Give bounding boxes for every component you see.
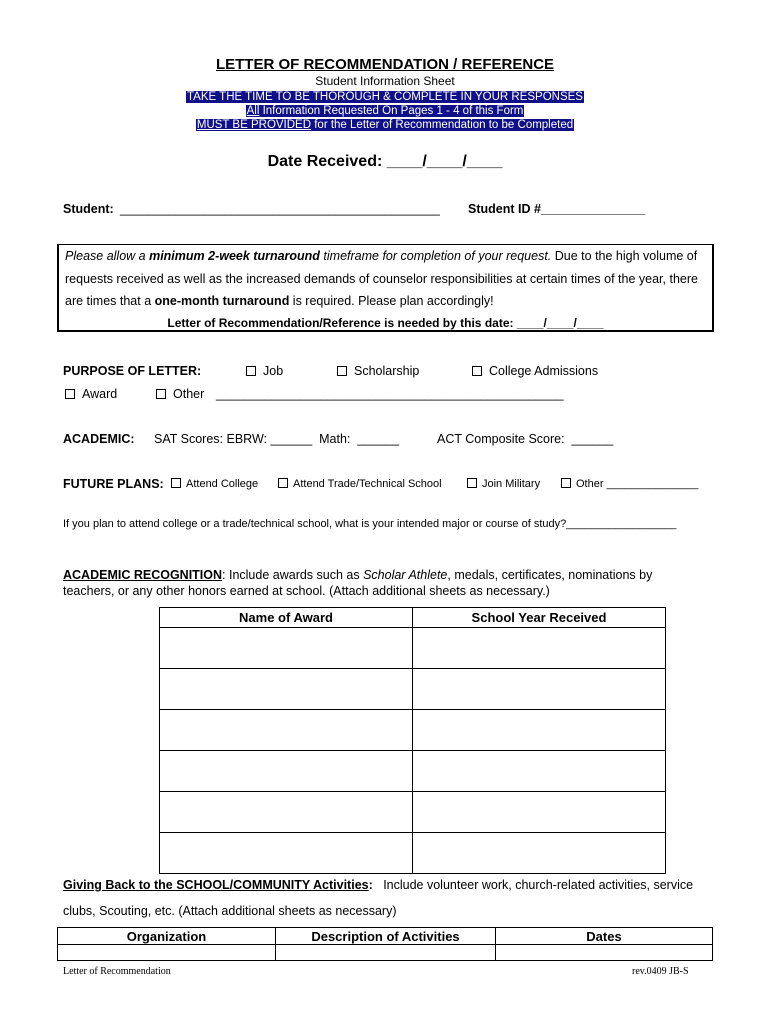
intended-major-field[interactable]: If you plan to attend college or a trade/technical school, what is your intended major or course of study?__________________ bbox=[63, 518, 677, 530]
dates-cell[interactable] bbox=[496, 945, 713, 961]
checkbox-icon bbox=[472, 366, 482, 376]
awards-table bbox=[159, 607, 666, 874]
award-name-cell[interactable] bbox=[160, 751, 413, 792]
academic-recognition-line-2: teachers, or any other honors earned at school. (Attach additional sheets as necessary.) bbox=[63, 584, 550, 598]
award-name-cell[interactable] bbox=[160, 792, 413, 833]
checkbox-icon bbox=[246, 366, 256, 376]
notice-line-1: Please allow a minimum 2-week turnaround timeframe for completion of your request. Due to the high volume of bbox=[65, 249, 698, 263]
footer-left: Letter of Recommendation bbox=[63, 966, 171, 977]
footer-right: rev.0409 JB-S bbox=[632, 966, 689, 977]
school-year-cell[interactable] bbox=[413, 833, 666, 874]
checkbox-icon bbox=[561, 478, 571, 488]
giving-back-intro: Giving Back to the SCHOOL/COMMUNITY Activities: Include volunteer work, church-related activities, service bbox=[63, 878, 694, 892]
column-header-award-name: Name of Award bbox=[160, 608, 413, 628]
organization-cell[interactable] bbox=[58, 945, 276, 961]
needed-by-date-field[interactable]: Letter of Recommendation/Reference is needed by this date: ____/____/____ bbox=[167, 316, 604, 330]
checkbox-icon bbox=[171, 478, 181, 488]
school-year-cell[interactable] bbox=[413, 628, 666, 669]
table-row bbox=[160, 628, 666, 669]
school-year-cell[interactable] bbox=[413, 751, 666, 792]
turnaround-notice-box bbox=[57, 244, 714, 332]
sat-scores-field[interactable]: SAT Scores: EBRW: ______ Math: ______ bbox=[154, 432, 400, 446]
student-label: Student: bbox=[63, 202, 114, 216]
column-header-school-year: School Year Received bbox=[413, 608, 666, 628]
award-name-cell[interactable] bbox=[160, 628, 413, 669]
instruction-line-3: MUST BE PROVIDED for the Letter of Recommendation to be Completed bbox=[196, 119, 574, 131]
column-header-description: Description of Activities bbox=[276, 928, 496, 945]
description-cell[interactable] bbox=[276, 945, 496, 961]
checkbox-icon bbox=[156, 389, 166, 399]
checkbox-icon bbox=[65, 389, 75, 399]
future-trade-checkbox[interactable]: Attend Trade/Technical School bbox=[278, 478, 442, 490]
purpose-other-checkbox[interactable]: Other bbox=[156, 387, 204, 401]
purpose-label: PURPOSE OF LETTER: bbox=[63, 364, 202, 378]
table-row bbox=[58, 945, 713, 961]
table-row bbox=[160, 833, 666, 874]
page-title: LETTER OF RECOMMENDATION / REFERENCE bbox=[215, 56, 555, 73]
future-plans-label: FUTURE PLANS: bbox=[63, 477, 164, 491]
giving-back-line-2: clubs, Scouting, etc. (Attach additional sheets as necessary) bbox=[63, 904, 397, 918]
school-year-cell[interactable] bbox=[413, 669, 666, 710]
checkbox-icon bbox=[278, 478, 288, 488]
column-header-dates: Dates bbox=[496, 928, 713, 945]
future-college-checkbox[interactable]: Attend College bbox=[171, 478, 258, 490]
purpose-job-checkbox[interactable]: Job bbox=[246, 364, 283, 378]
purpose-award-checkbox[interactable]: Award bbox=[65, 387, 117, 401]
table-row bbox=[160, 710, 666, 751]
notice-line-3: are times that a one-month turnaround is required. Please plan accordingly! bbox=[65, 294, 494, 308]
column-header-organization: Organization bbox=[58, 928, 276, 945]
school-year-cell[interactable] bbox=[413, 792, 666, 833]
future-military-checkbox[interactable]: Join Military bbox=[467, 478, 540, 490]
table-row bbox=[160, 751, 666, 792]
table-row bbox=[160, 669, 666, 710]
purpose-other-field[interactable]: __________________________________________________ bbox=[216, 387, 564, 401]
award-name-cell[interactable] bbox=[160, 669, 413, 710]
instruction-line-2: All Information Requested On Pages 1 - 4 of this Form bbox=[246, 105, 524, 117]
award-name-cell[interactable] bbox=[160, 833, 413, 874]
academic-label: ACADEMIC: bbox=[63, 432, 135, 446]
checkbox-icon bbox=[337, 366, 347, 376]
date-received-field[interactable]: Date Received: ____/____/____ bbox=[267, 153, 503, 170]
student-id-field[interactable]: Student ID #_______________ bbox=[468, 202, 646, 216]
purpose-college-checkbox[interactable]: College Admissions bbox=[472, 364, 598, 378]
future-other-checkbox[interactable]: Other _______________ bbox=[561, 478, 698, 490]
purpose-scholarship-checkbox[interactable]: Scholarship bbox=[337, 364, 419, 378]
act-score-field[interactable]: ACT Composite Score: ______ bbox=[437, 432, 614, 446]
checkbox-icon bbox=[467, 478, 477, 488]
table-row bbox=[160, 792, 666, 833]
instruction-line-1: TAKE THE TIME TO BE THOROUGH & COMPLETE IN YOUR RESPONSES bbox=[187, 91, 583, 103]
page-subtitle: Student Information Sheet bbox=[315, 74, 455, 88]
notice-line-2: requests received as well as the increased demands of counselor responsibilities at certain times of the year, there bbox=[65, 272, 698, 286]
student-name-field[interactable]: ______________________________________________ bbox=[120, 202, 440, 216]
school-year-cell[interactable] bbox=[413, 710, 666, 751]
academic-recognition-intro: ACADEMIC RECOGNITION: Include awards such as Scholar Athlete, medals, certificates, nominations by bbox=[63, 568, 653, 582]
award-name-cell[interactable] bbox=[160, 710, 413, 751]
activities-table bbox=[57, 927, 713, 961]
